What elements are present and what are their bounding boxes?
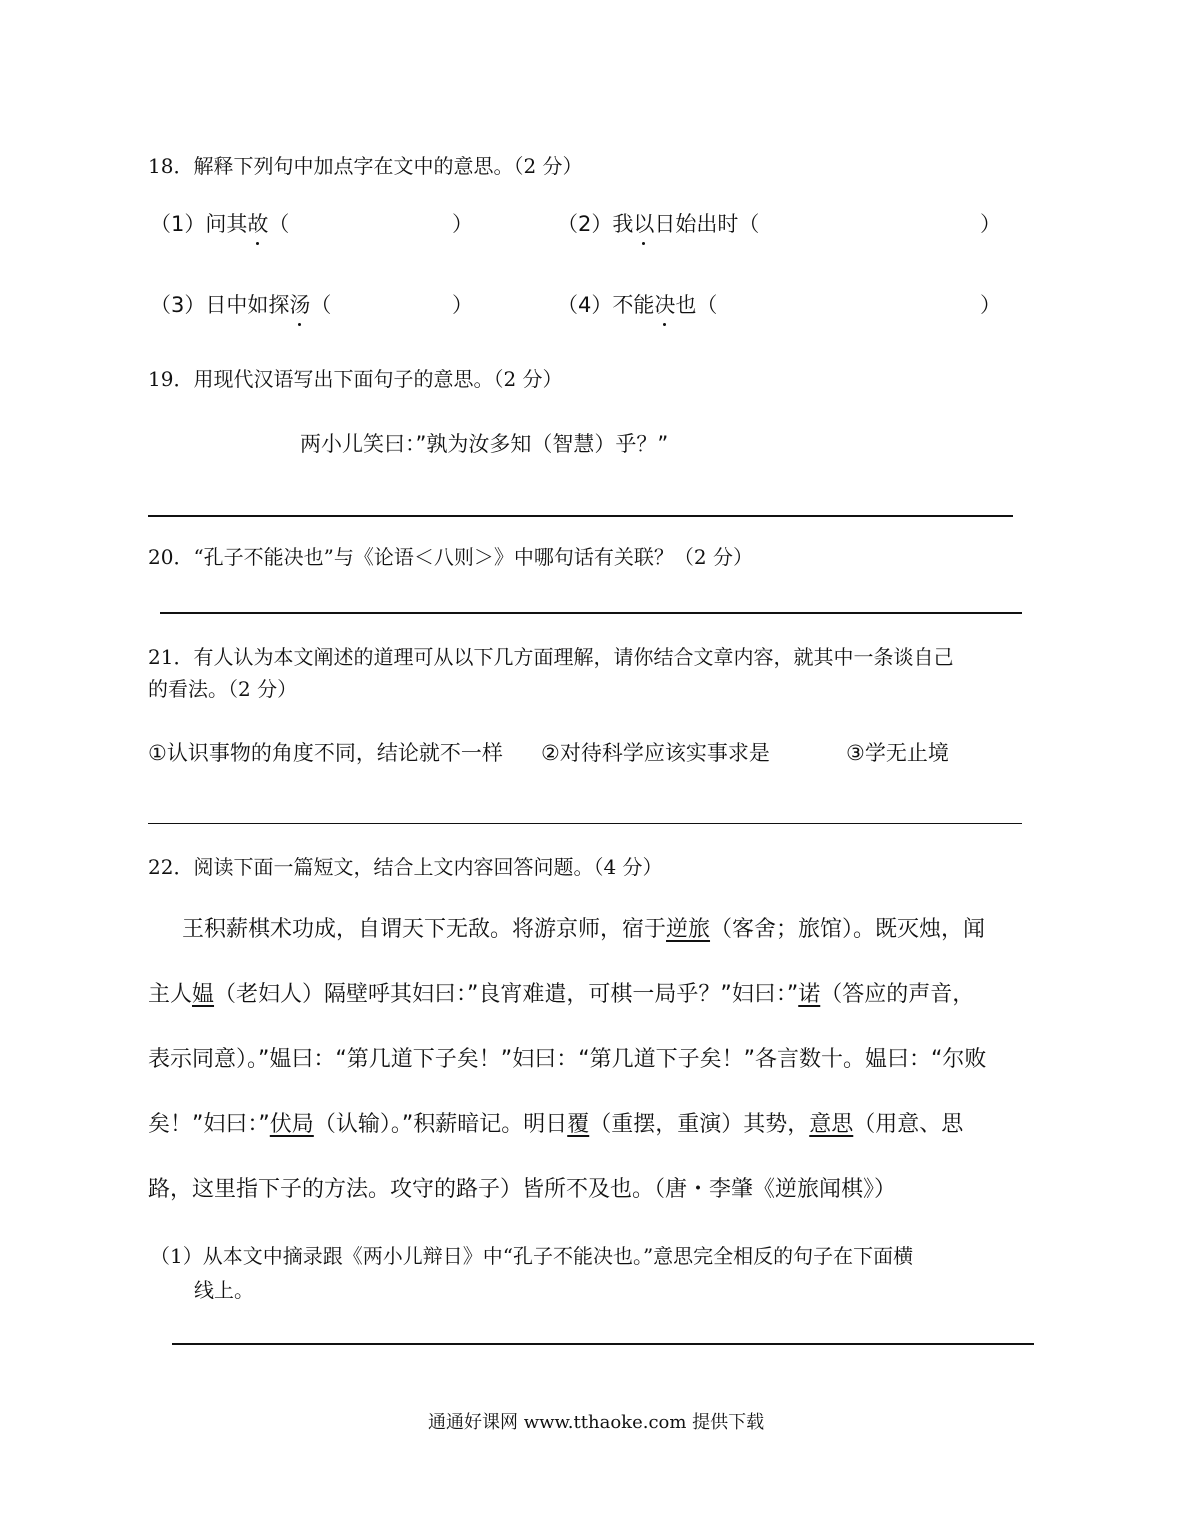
passage-line-3: 表示同意）。”媪曰：“第几道下子矣！”妇曰：“第几道下子矣！”各言数十。媪曰：“尔败 <box>148 1047 987 1072</box>
q21-title-line1: 21．有人认为本文阐述的道理可从以下几方面理解，请你结合文章内容，就其中一条谈自己 <box>148 645 954 669</box>
page-footer: 通通好课网 www.tthaoke.com 提供下载 <box>428 1412 765 1433</box>
q21-option-1: ①认识事物的角度不同，结论就不一样 <box>148 741 503 765</box>
q19-title: 19．用现代汉语写出下面句子的意思。（2 分） <box>148 367 563 391</box>
q22-passage <box>148 897 1038 1222</box>
q18-item-3-close: ） <box>452 293 473 317</box>
answer-line <box>148 515 1013 517</box>
q18-item-2: （2）我以日始出时（ <box>557 208 759 238</box>
answer-line <box>172 1343 1034 1345</box>
underlined-term: 伏局 <box>269 1112 314 1137</box>
q22-sub1-line2: 线上。 <box>194 1278 254 1302</box>
q21-option-3: ③学无止境 <box>846 741 949 765</box>
underlined-term: 覆 <box>567 1112 590 1137</box>
q22-sub1-line1: （1）从本文中摘录跟《两小儿辩日》中“孔子不能决也。”意思完全相反的句子在下面横 <box>150 1244 914 1268</box>
dotted-char: 以 <box>633 208 654 238</box>
q18-item-1: （1）问其故（ <box>150 208 289 238</box>
q21-option-2: ②对待科学应该实事求是 <box>541 741 770 765</box>
q20-title: 20．“孔子不能决也”与《论语＜八则＞》中哪句话有关联？（2 分） <box>148 545 753 569</box>
underlined-term: 诺 <box>798 982 821 1007</box>
passage-line-5: 路，这里指下子的方法。攻守的路子）皆所不及也。（唐・李肇《逆旅闻棋》） <box>148 1177 897 1202</box>
underlined-term: 媪 <box>192 982 215 1007</box>
answer-line <box>160 612 1022 614</box>
q19-sentence: 两小儿笑曰：”孰为汝多知（智慧）乎？” <box>300 432 669 456</box>
passage-line-2: 主人媪（老妇人）隔壁呼其妇曰：”良宵难遣，可棋一局乎？”妇曰：”诺（答应的声音， <box>148 982 975 1007</box>
q18-title: 18．解释下列句中加点字在文中的意思。（2 分） <box>148 154 583 178</box>
q18-item-2-close: ） <box>980 212 1001 236</box>
dotted-char: 故 <box>247 208 268 238</box>
passage-line-1: 王积薪棋术功成，自谓天下无敌。将游京师，宿于逆旅（客舍；旅馆）。既灭烛，闻 <box>182 917 986 942</box>
underlined-term: 意思 <box>809 1112 854 1137</box>
answer-line <box>148 823 1022 824</box>
dotted-char: 决 <box>654 289 675 319</box>
q18-item-1-close: ） <box>452 212 473 236</box>
q22-title: 22．阅读下面一篇短文，结合上文内容回答问题。（4 分） <box>148 855 663 879</box>
dotted-char: 汤 <box>289 289 310 319</box>
q18-item-4-close: ） <box>980 293 1001 317</box>
q18-item-3: （3）日中如探汤（ <box>150 289 331 319</box>
q18-item-4: （4）不能决也（ <box>557 289 717 319</box>
passage-line-4: 矣！”妇曰：”伏局（认输）。”积薪暗记。明日覆（重摆，重演）其势，意思（用意、思 <box>148 1112 964 1137</box>
q21-title-line2: 的看法。（2 分） <box>148 677 298 701</box>
underlined-term: 逆旅 <box>666 917 711 942</box>
